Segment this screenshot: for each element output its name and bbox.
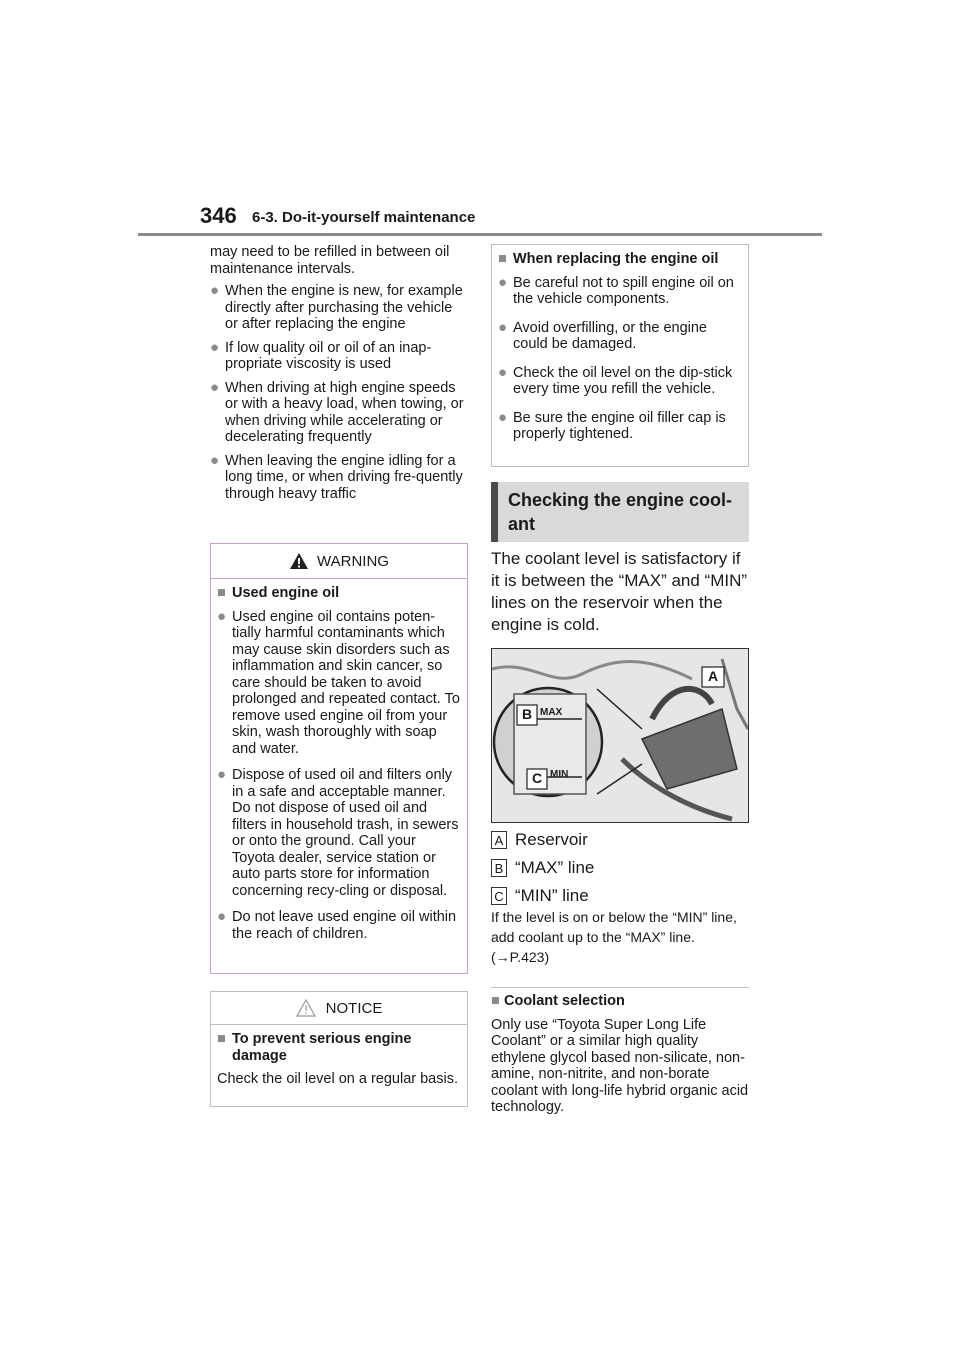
bullet-icon: ● — [498, 318, 508, 336]
list-item: ● Dispose of used oil and filters only in a safe and acceptable manner. Do not dispose of used oil and filters in household trash, in sewers or onto the ground. Call your Toyota dealer, service station or auto parts store for information concerning recy-cling or disposal. — [217, 766, 459, 899]
list-item: ● Avoid overfilling, or the engine could be damaged. — [498, 318, 707, 352]
square-bullet-icon: ■ — [217, 585, 226, 601]
intro-text: may need to be refilled in between oil maintenance intervals. — [210, 244, 450, 277]
coolant-selection-heading: ■ Coolant selection — [491, 993, 625, 1009]
warning-box — [210, 543, 468, 974]
bullet-icon: ● — [217, 607, 227, 625]
notice-title: NOTICE — [211, 992, 467, 1025]
notice-text: Check the oil level on a regular basis. — [217, 1071, 458, 1087]
coolant-note: If the level is on or below the “MIN” line, add coolant up to the “MAX” line. (→P.423) — [491, 909, 737, 965]
bullet-icon: ● — [498, 363, 508, 381]
list-item: ● When driving at high engine speeds or with a heavy load, when towing, or when driving while accelerating or decelerating frequently — [210, 378, 464, 445]
legend-item: A Reservoir — [491, 830, 749, 850]
min-mark: MIN — [550, 769, 569, 780]
notice-triangle-icon — [296, 999, 316, 1017]
square-bullet-icon: ■ — [498, 251, 507, 267]
max-mark: MAX — [540, 707, 563, 718]
section-title: 6-3. Do-it-yourself maintenance — [252, 209, 476, 226]
warning-triangle-icon — [289, 552, 309, 570]
warning-heading: ■ Used engine oil — [217, 585, 340, 601]
bullet-icon: ● — [210, 378, 220, 396]
list-item: ● Do not leave used engine oil within the reach of children. — [217, 908, 457, 942]
legend-key: B — [491, 859, 507, 877]
bullet-icon: ● — [498, 273, 508, 291]
bullet-icon: ● — [217, 908, 227, 925]
legend-item: B “MAX” line — [491, 858, 749, 878]
list-item: ● Be sure the engine oil filler cap is properly tightened. — [498, 408, 726, 442]
coolant-reservoir-figure — [491, 648, 749, 823]
legend-key: A — [491, 831, 507, 849]
header-rule — [138, 233, 822, 236]
legend-key: C — [491, 887, 507, 905]
bullet-icon: ● — [210, 338, 220, 356]
notice-heading: ■ To prevent serious engine damage — [217, 1031, 412, 1064]
square-bullet-icon: ■ — [491, 993, 500, 1009]
page-number: 346 — [200, 203, 237, 228]
list-item: ● If low quality oil or oil of an inap-propriate viscosity is used — [210, 338, 432, 372]
list-item: ● Check the oil level on the dip-stick every time you refill the vehicle. — [498, 363, 733, 397]
coolant-selection-text: Only use “Toyota Super Long Life Coolant” or a similar high quality ethylene glycol based non-silicate, non-amine, non-nitrite, and non-borate coolant with long-life hybrid organic acid technology. — [491, 1016, 749, 1115]
list-item: ● When leaving the engine idling for a long time, or when driving fre-quently through heavy traffic — [210, 451, 463, 502]
bullet-icon: ● — [210, 451, 220, 469]
warning-title: WARNING — [211, 544, 467, 579]
divider — [491, 987, 749, 988]
replace-heading: ■ When replacing the engine oil — [498, 251, 719, 267]
bullet-icon: ● — [498, 408, 508, 426]
coolant-heading: Checking the engine cool- ant — [491, 482, 749, 542]
legend-item: C “MIN” line — [491, 886, 749, 906]
square-bullet-icon: ■ — [217, 1031, 226, 1047]
left-column — [210, 244, 468, 509]
figure-label-c: C — [532, 770, 543, 786]
list-item: ● When the engine is new, for example directly after purchasing the vehicle or after replacing the engine — [210, 282, 463, 332]
coolant-intro: The coolant level is satisfactory if it is between the “MAX” and “MIN” lines on the reservoir when the engine is cold. — [491, 549, 748, 634]
list-item: ● Be careful not to spill engine oil on the vehicle components. — [498, 273, 734, 307]
replace-oil-box — [491, 244, 749, 467]
list-item: ● Used engine oil contains poten-tially harmful contaminants which may cause skin disorders such as inflammation and skin cancer, so care should be taken to avoid prolonged and repeated contact. To remove used engine oil from your skin, wash thoroughly with soap and water. — [217, 607, 460, 757]
bullet-icon: ● — [217, 766, 227, 783]
figure-label-a: A — [708, 668, 719, 684]
figure-label-b: B — [522, 706, 533, 722]
notice-box — [210, 991, 468, 1107]
bullet-icon: ● — [210, 282, 220, 299]
coolant-selection — [491, 993, 749, 1122]
page-header — [200, 203, 822, 235]
